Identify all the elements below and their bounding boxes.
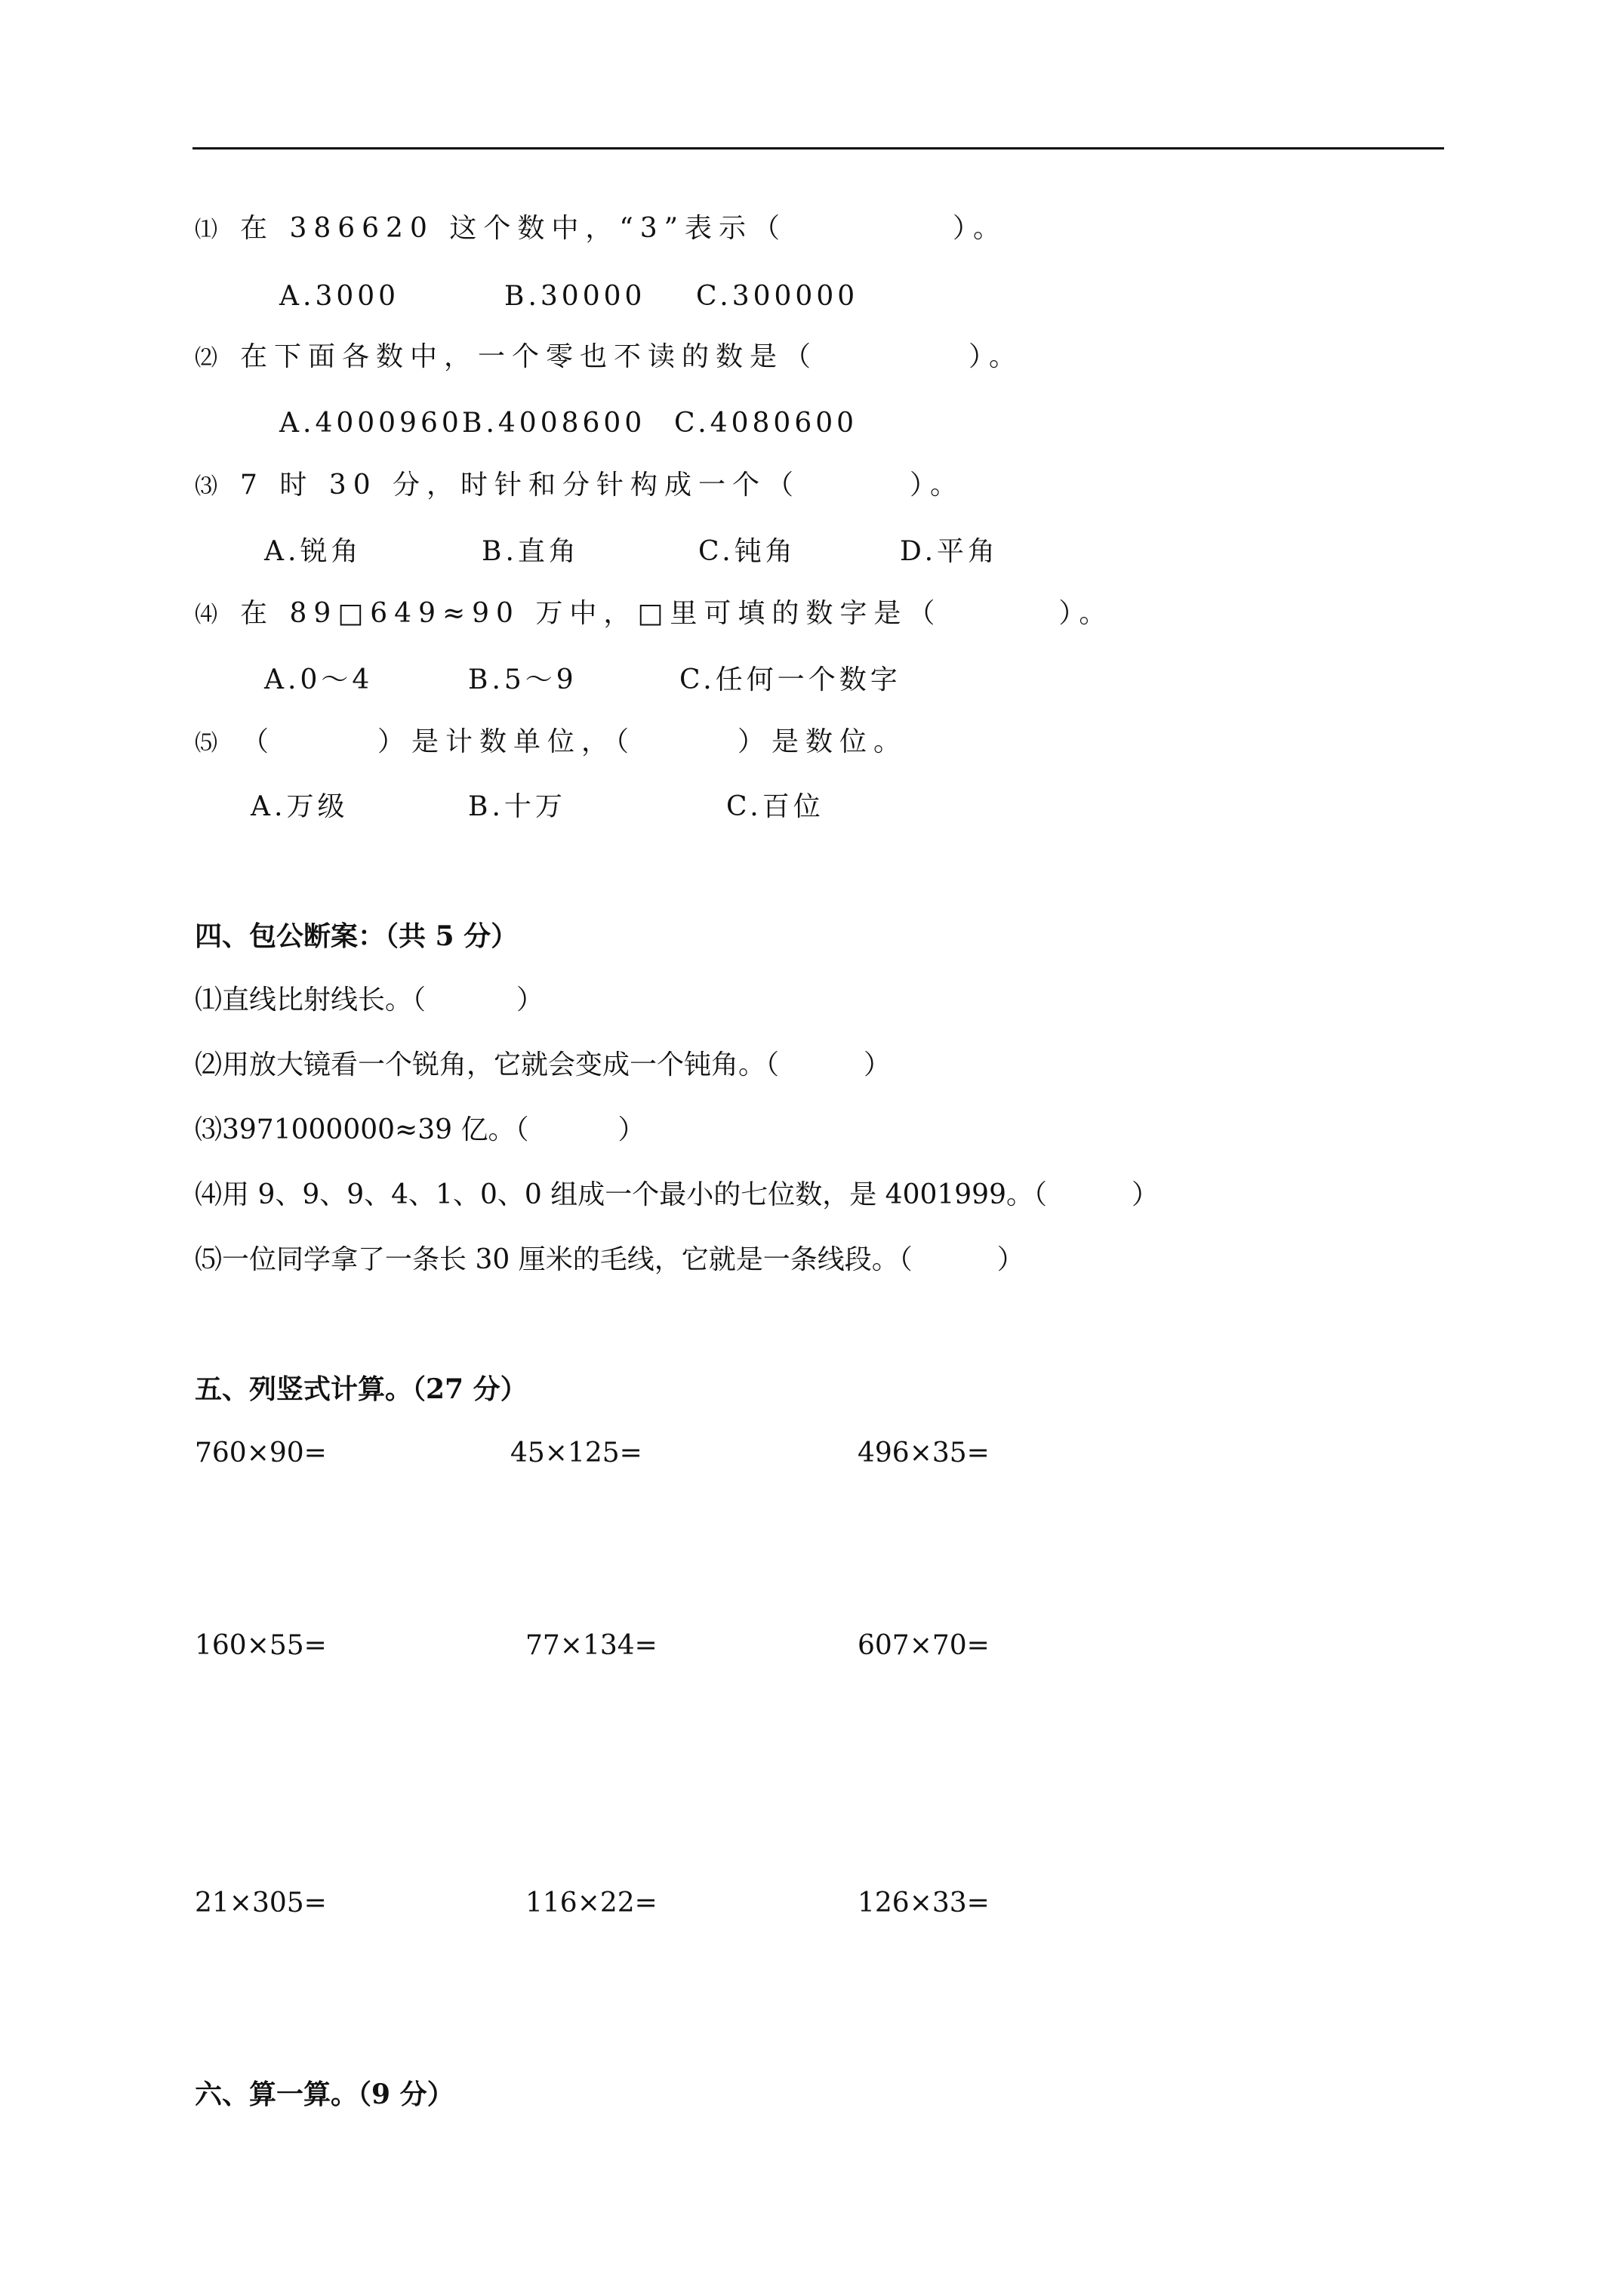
judgement-text: ⑴直线比射线长。（ [195,985,427,1015]
question-close: ）。 [953,213,1008,244]
option-b: B.十万 [468,791,566,822]
question-text-c: ）是数位。 [738,726,908,757]
option-b: B.4008600 [462,408,646,439]
section-6-title: 六、算一算。（9 分） [195,2079,454,2110]
question-number: ⑸ [195,730,217,757]
question-2 [195,341,1024,372]
option-a: A.0～4 [264,664,374,695]
question-text: 7 时 30 分，时针和分针构成一个（ [240,470,801,501]
question-close: ）。 [910,470,965,501]
option-b: B.5～9 [468,664,577,695]
option-a: A.3000 [279,281,400,312]
question-close: ）。 [969,341,1024,372]
option-c: C.300000 [696,281,859,312]
calc-problem: 607×70= [858,1630,990,1661]
judgement-item-4 [195,1179,1160,1210]
judgement-item-2 [195,1049,892,1080]
calc-problem: 496×35= [858,1438,990,1469]
calc-problem: 77×134= [525,1630,658,1661]
judgement-close: ） [864,1049,892,1080]
option-a: A.万级 [251,791,349,822]
judgement-item-1 [195,987,544,1014]
question-3 [195,472,964,499]
judgement-text: ⑸一位同学拿了一条长 30 厘米的毛线，它就是一条线段。（ [195,1244,913,1275]
question-text-a: （ [242,726,276,757]
question-5 [195,726,908,757]
calc-problem: 160×55= [195,1630,327,1661]
calc-problem: 45×125= [510,1438,642,1469]
section-4-title: 四、包公断案：（共 5 分） [195,920,519,952]
calc-problem: 116×22= [525,1888,658,1918]
judgement-item-3 [195,1114,645,1145]
option-c: C.百位 [726,791,824,822]
judgement-close: ） [617,1114,645,1145]
judgement-close: ） [1132,1179,1160,1210]
question-text-b: ）是计数单位，（ [377,726,636,757]
header-rule [192,147,1444,149]
question-text: 在 386620 这个数中，“3”表示（ [240,213,787,244]
question-close: ）。 [1058,598,1113,629]
option-a: A.锐角 [264,536,362,567]
question-text: 在 89□649≈90 万中，□里可填的数字是（ [240,598,942,629]
option-c: C.任何一个数字 [679,664,901,695]
question-4 [195,600,1113,627]
option-d: D.平角 [900,536,999,567]
option-a: A.4000960 [279,408,463,439]
judgement-close: ） [516,985,544,1015]
calc-problem: 126×33= [858,1888,990,1918]
judgement-close: ） [996,1244,1024,1275]
section-5-title: 五、列竖式计算。（27 分） [195,1373,528,1405]
calc-problem: 760×90= [195,1438,327,1469]
question-number: ⑶ [195,473,217,500]
judgement-text: ⑶3971000000≈39 亿。（ [195,1114,529,1145]
option-b: B.直角 [482,536,580,567]
question-number: ⑵ [195,345,217,371]
option-b: B.30000 [504,281,646,312]
question-1 [195,215,1007,242]
judgement-text: ⑷用 9、9、9、4、1、0、0 组成一个最小的七位数，是 4001999。（ [195,1179,1047,1210]
question-number: ⑴ [195,217,217,243]
judgement-item-5 [195,1244,1024,1275]
question-text: 在下面各数中，一个零也不读的数是（ [240,341,818,372]
option-c: C.4080600 [674,408,858,439]
calc-problem: 21×305= [195,1888,327,1918]
question-number: ⑷ [195,602,217,628]
option-c: C.钝角 [698,536,796,567]
judgement-text: ⑵用放大镜看一个锐角，它就会变成一个钝角。（ [195,1049,780,1080]
